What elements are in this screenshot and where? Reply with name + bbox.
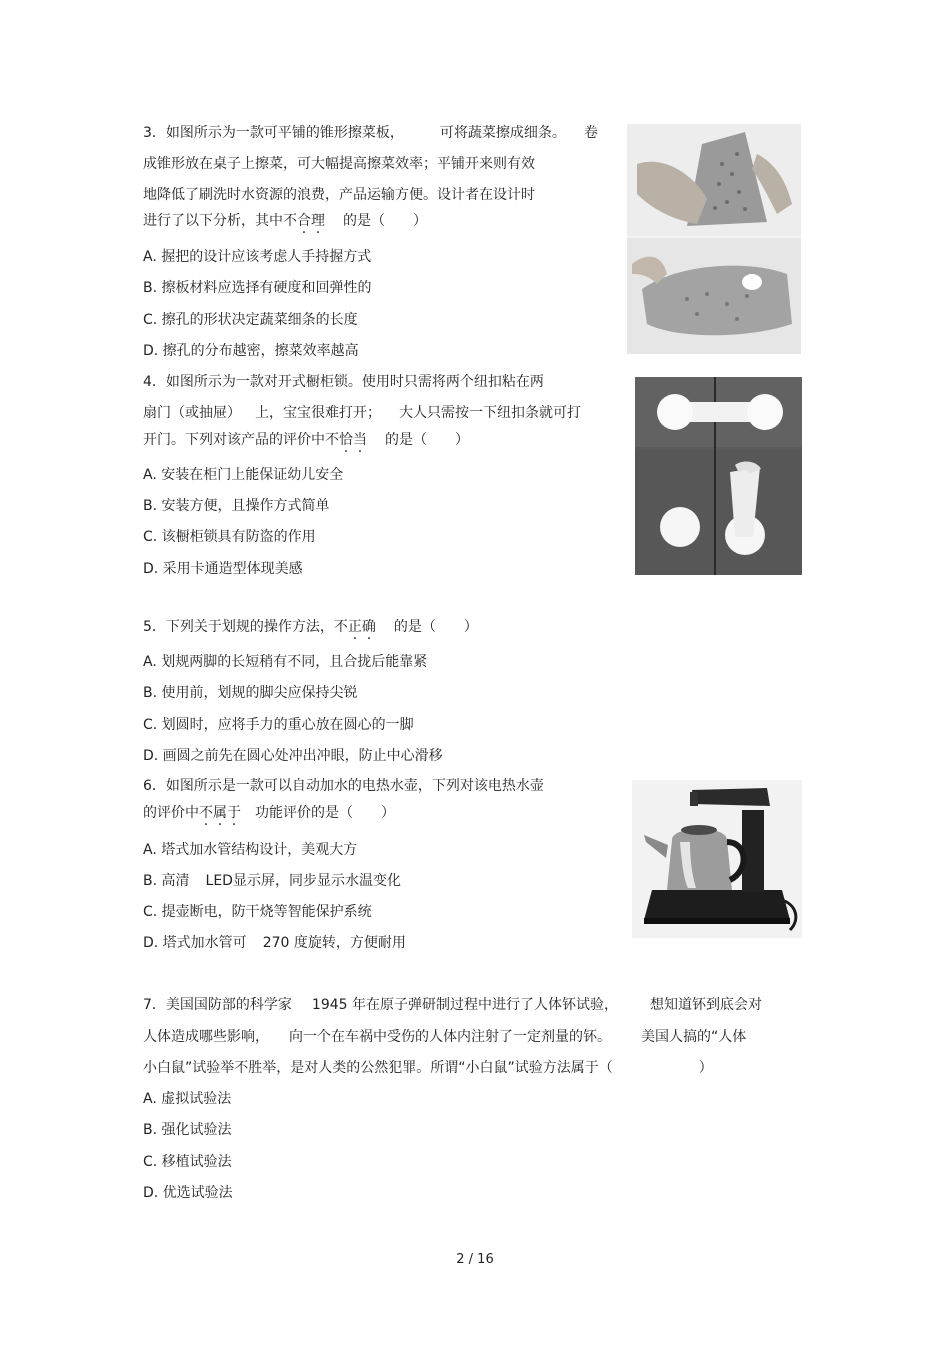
q3-option-d: D. 擦孔的分布越密，擦菜效率越高 (143, 343, 359, 359)
q3-line-2: 成锥形放在桌子上擦菜，可大幅提高擦菜效率；平铺开来则有效 (143, 156, 535, 172)
q3-line-1 (143, 124, 598, 142)
q4-text: 大人只需按一下纽扣条就可打 (399, 405, 581, 421)
q7-text: 小白鼠”试验举不胜举，是对人类的公然犯罪。所谓“小白鼠”试验方法属于（ (143, 1060, 613, 1076)
q6-text: 270 度旋转，方便耐用 (262, 935, 406, 951)
emphasis-char: 确 (361, 619, 376, 635)
q3-text: 卷 (583, 125, 598, 141)
q7-text: 7．美国国防部的科学家 (143, 997, 292, 1013)
q4-option-d: D. 采用卡通造型体现美感 (143, 561, 303, 577)
q6-text: D. 塔式加水管可 (143, 935, 247, 951)
emphasis-char: 理 (311, 213, 325, 229)
grater-image (627, 124, 801, 354)
q4-text: 扇门（或抽屉） (143, 405, 241, 421)
page-number: 2 / 16 (456, 1252, 494, 1267)
q6-text: B. 高清 (143, 873, 190, 889)
q7-text: 人体造成哪些影响， (143, 1029, 269, 1045)
q7-text: 美国人搞的“人体 (641, 1029, 747, 1045)
q7-option-a: A. 虚拟试验法 (143, 1091, 232, 1107)
q5-option-b: B. 使用前，划规的脚尖应保持尖锐 (143, 685, 358, 701)
q5-option-d: D. 画圆之前先在圆心处冲出冲眼，防止中心滑移 (143, 748, 443, 764)
q7-line-2 (143, 1028, 746, 1046)
q5-option-c: C. 划圆时，应将手力的重心放在圆心的一脚 (143, 717, 414, 733)
q6-text: 功能评价的是（ ） (255, 805, 395, 821)
grater-illustration (627, 124, 801, 354)
kettle-image (632, 780, 802, 938)
q5-text: 的是（ ） (393, 619, 478, 635)
kettle-illustration (632, 780, 802, 938)
q4-line-1: 4．如图所示为一款对开式橱柜锁。使用时只需将两个纽扣粘在两 (143, 374, 544, 390)
emphasis-char: 恰 (339, 432, 353, 448)
cabinet-lock-illustration (635, 377, 802, 575)
q4-line-3 (143, 431, 469, 449)
q4-line-2 (143, 404, 581, 422)
emphasis-char: 属 (213, 805, 227, 821)
q7-option-b: B. 强化试验法 (143, 1122, 232, 1138)
emphasis-char: 正 (347, 619, 362, 635)
q4-option-b: B. 安装方便，且操作方式简单 (143, 498, 330, 514)
q4-option-a: A. 安装在柜门上能保证幼儿安全 (143, 467, 344, 483)
emphasis-char: 当 (353, 432, 367, 448)
q4-text: 开门。下列对该产品的评价中不 (143, 432, 339, 448)
q6-option-b (143, 872, 401, 890)
q5-option-a: A. 划规两脚的长短稍有不同，且合拢后能靠紧 (143, 654, 428, 670)
q3-option-b: B. 擦板材料应选择有硬度和回弹性的 (143, 280, 372, 296)
q7-line-3 (143, 1059, 713, 1077)
emphasis-char: 合 (297, 213, 311, 229)
q6-text: LED显示屏，同步显示水温变化 (205, 873, 401, 889)
q3-text: 3．如图所示为一款可平铺的锥形擦菜板， (143, 125, 404, 141)
q3-line-4 (143, 212, 427, 230)
q6-option-a: A. 塔式加水管结构设计，美观大方 (143, 842, 358, 858)
q4-option-c: C. 该橱柜锁具有防盗的作用 (143, 529, 316, 545)
q7-text: 1945 年在原子弹研制过程中进行了人体钚试验， (311, 997, 618, 1013)
q4-text: 的是（ ） (385, 432, 469, 448)
q6-option-c: C. 提壶断电，防干烧等智能保护系统 (143, 904, 372, 920)
q4-text: 上，宝宝很难打开； (255, 405, 381, 421)
q3-option-a: A. 握把的设计应该考虑人手持握方式 (143, 249, 372, 265)
q6-option-d (143, 934, 406, 952)
q7-text: ） (698, 1060, 713, 1076)
q7-option-c: C. 移植试验法 (143, 1154, 232, 1170)
q7-line-1 (143, 996, 762, 1014)
q6-line-1: 6．如图所示是一款可以自动加水的电热水壶，下列对该电热水壶 (143, 778, 544, 794)
q3-text: 可将蔬菜擦成细条。 (439, 125, 566, 141)
q6-text: 的评价中 (143, 805, 199, 821)
q7-text: 向一个在车祸中受伤的人体内注射了一定剂量的钚。 (289, 1029, 611, 1045)
q3-text: 的是（ ） (343, 213, 427, 229)
emphasis-char: 不 (199, 805, 213, 821)
q5-text: 5．下列关于划规的操作方法，不 (143, 619, 348, 635)
cabinet-lock-image (635, 377, 802, 575)
emphasis-char: 于 (227, 805, 241, 821)
q7-text: 想知道钚到底会对 (650, 997, 762, 1013)
q3-line-3: 地降低了刷洗时水资源的浪费，产品运输方便。设计者在设计时 (143, 187, 535, 203)
q3-text: 进行了以下分析，其中不 (143, 213, 297, 229)
q3-option-c: C. 擦孔的形状决定蔬菜细条的长度 (143, 312, 358, 328)
q5-line-1 (143, 618, 478, 636)
q7-option-d: D. 优选试验法 (143, 1185, 233, 1201)
q6-line-2 (143, 804, 395, 822)
